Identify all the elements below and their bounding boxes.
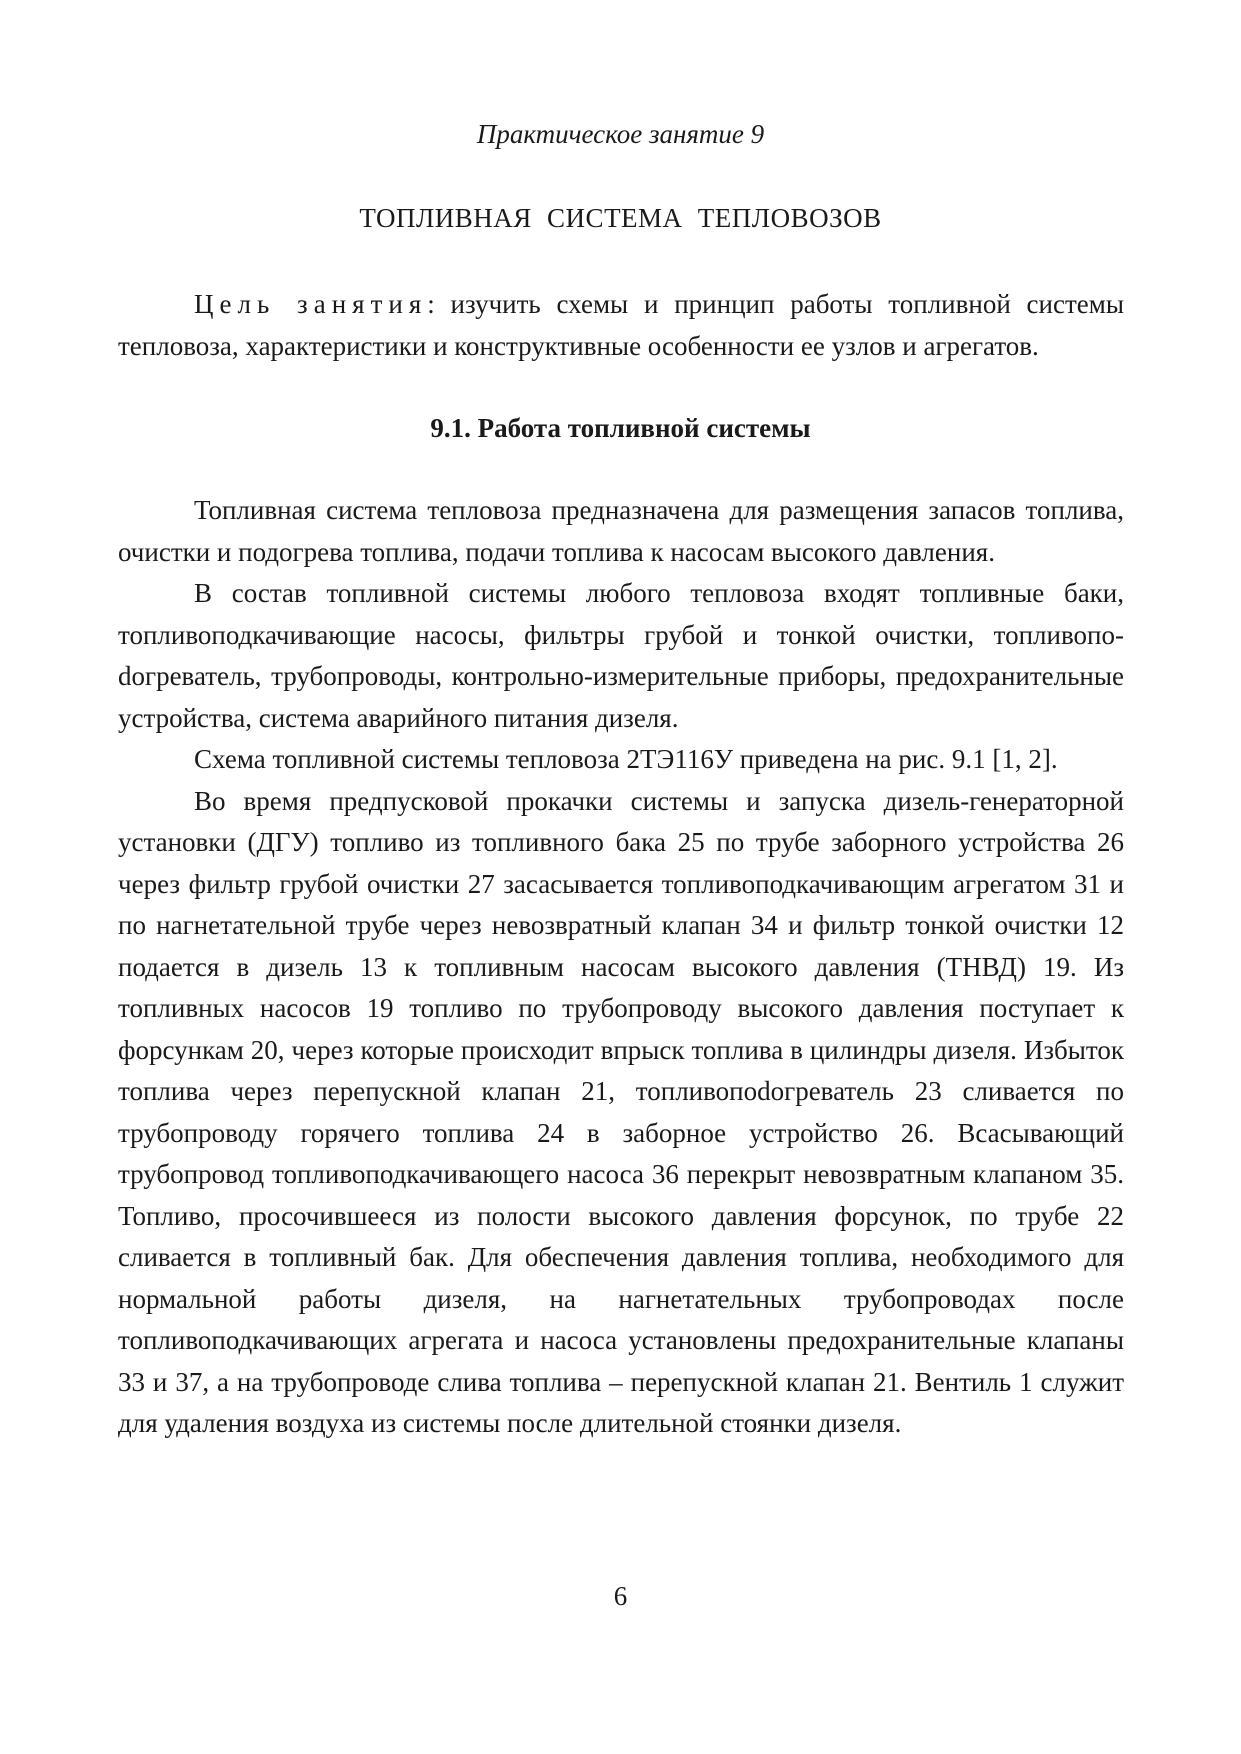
paragraph-operation: Во время предпусковой прокачки системы и запуска дизель-генераторной установки (ДГУ) топливо из топливного бака 25 по трубе заборного устройства 26 через фильтр грубой очистки 27 засасывается топливоподкачивающим агрегатом 31 и по нагнетательной трубе через невозвратный клапан 34 и фильтр тонкой очистки 12 подается в дизель 13 к топливным насосам высокого давления (ТНВД) 19. Из топливных насосов 19 топливо по трубопроводу высокого давления поступает к форсункам 20, через которые происходит впрыск топлива в цилиндры дизеля. Избыток топлива через перепускной клапан 21, топливопоdогреватель 23 сливается по трубопроводу горячего топлива 24 в заборное устройство 26. Всасывающий трубопровод топливоподкачивающего насоса 36 перекрыт невозвратным клапаном 35. Топливо, просочившееся из полости высокого давления форсунок, по трубе 22 сливается в топливный бак. Для обеспечения давления топлива, необходимого для нормальной работы дизеля, на нагнетательных трубопроводах после топливоподкачивающих агрегата и насоса установлены предохранительные клапаны 33 и 37, а на трубопроводе слива топлива – перепускной клапан 21. Вентиль 1 служит для удаления воздуха из системы после длительной стоянки дизеля. — [118, 785, 1124, 1438]
lesson-label: Практическое занятие 9 — [476, 119, 765, 149]
chapter-title: ТОПЛИВНАЯ СИСТЕМА ТЕПЛОВОЗОВ — [359, 203, 882, 233]
page-number: 6 — [613, 1581, 628, 1611]
goal-text: : изучить схемы и принцип работы топливной системы тепловоза, характеристики и конструктивные особенности ее узлов и агрегатов. — [118, 289, 1124, 361]
goal-paragraph — [118, 284, 1124, 367]
lesson-goal — [118, 284, 1124, 367]
body-text — [118, 490, 1124, 1445]
goal-label: Цель занятия — [194, 289, 428, 319]
section-heading: 9.1. Работа топливной системы — [430, 413, 811, 443]
paragraph-composition: В состав топливной системы любого тепловоза входят топливные баки, топливоподкачивающие насосы, фильтры грубой и тонкой очистки, топливопоdогреватель, трубопроводы, контрольно-измерительные приборы, предохранительные устройства, система аварийного питания дизеля. — [118, 578, 1124, 733]
paragraph-scheme-reference: Схема топливной системы тепловоза 2ТЭ116У приведена на рис. 9.1 [1, 2]. — [194, 744, 1058, 774]
paragraph-purpose: Топливная система тепловоза предназначена для размещения запасов топлива, очистки и подогрева топлива, подачи топлива к насосам высокого давления. — [118, 495, 1124, 567]
